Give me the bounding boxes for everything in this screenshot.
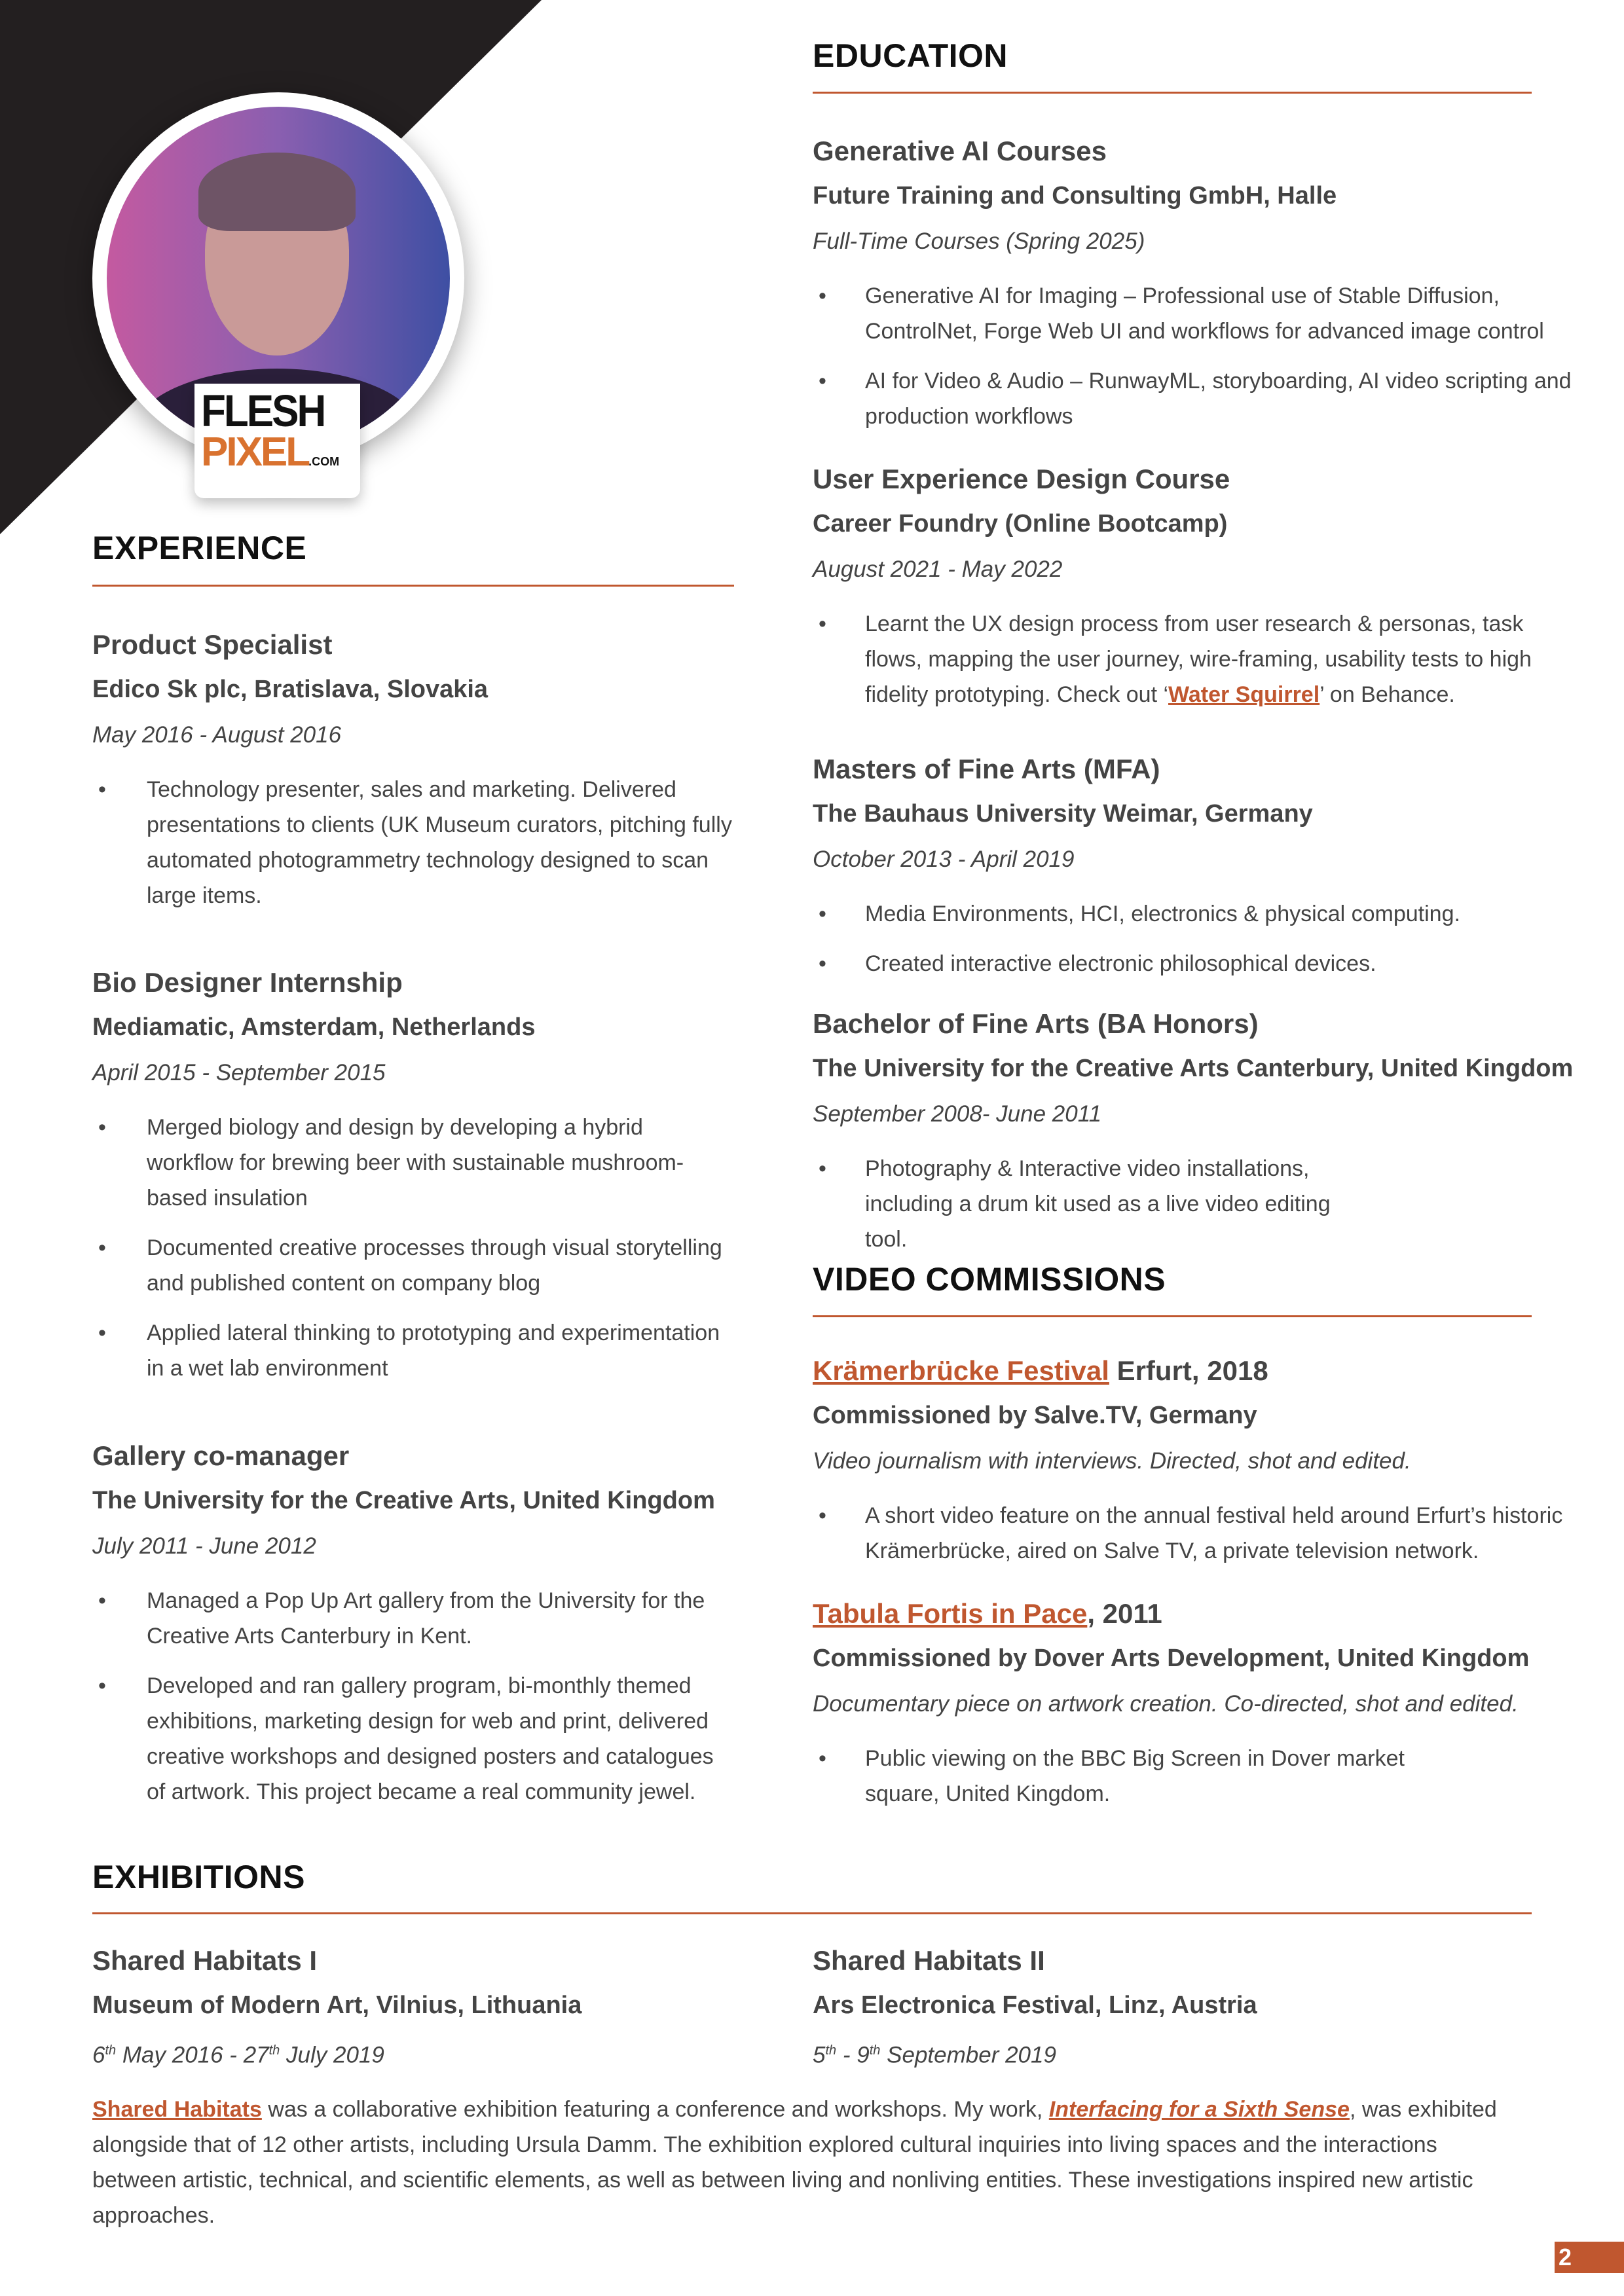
bullet-text: Generative AI for Imaging – Professional use of Stable Diffusion, ControlNet, Forge Web UI and workflows for advanced image control	[865, 283, 1544, 344]
course-date: August 2021 - May 2022	[813, 556, 1063, 582]
video-commissioner: Commissioned by Salve.TV, Germany	[813, 1402, 1257, 1429]
video-entry	[813, 1348, 1579, 1583]
course-institution: The University for the Creative Arts Canterbury, United Kingdom	[813, 1055, 1574, 1082]
course-date: October 2013 - April 2019	[813, 847, 1075, 872]
bullet-icon: •	[819, 283, 826, 308]
exhibitions-heading: EXHIBITIONS	[92, 1859, 305, 1895]
list-item	[813, 1498, 1579, 1569]
video-commissioner: Commissioned by Dover Arts Development, United Kingdom	[813, 1645, 1530, 1672]
list-item	[813, 606, 1553, 712]
job-organization: The University for the Creative Arts, United Kingdom	[92, 1487, 715, 1514]
fleshpixel-logo	[194, 384, 360, 498]
divider	[92, 585, 734, 587]
experience-heading: EXPERIENCE	[92, 530, 307, 566]
portrait-hair	[198, 153, 356, 231]
page-number: 2	[1555, 2242, 1624, 2273]
exhibition-description	[92, 2092, 1507, 2233]
bullet-icon: •	[819, 951, 826, 976]
paragraph-text: , was exhibited alongside that of 12 other artists, including Ursula Damm. The exhibition explored cultural inquiries into living spaces and the interactions between artistic, technical, and scientific elements, as well as between living and nonliving entities. These investigations inspired new artistic approaches.	[92, 2097, 1497, 2228]
water-squirrel-link[interactable]: Water Squirrel	[1168, 682, 1320, 707]
date-part: 6	[92, 2042, 105, 2068]
kramerbrucke-festival-link[interactable]: Krämerbrücke Festival	[813, 1355, 1109, 1386]
course-title: User Experience Design Course	[813, 464, 1230, 494]
course-date: September 2008- June 2011	[813, 1101, 1102, 1127]
education-entry	[813, 746, 1579, 996]
date-part: - 9	[836, 2042, 870, 2068]
tabula-fortis-link[interactable]: Tabula Fortis in Pace	[813, 1598, 1088, 1629]
bullet-icon: •	[98, 1588, 106, 1613]
divider	[813, 1315, 1532, 1317]
video-year: , 2011	[1087, 1598, 1162, 1629]
list-item	[92, 772, 734, 913]
bullet-icon: •	[98, 1673, 106, 1698]
bullet-icon: •	[98, 1321, 106, 1345]
list-item	[92, 1110, 734, 1216]
experience-entry	[92, 622, 734, 928]
logo-suffix: .COM	[308, 455, 340, 468]
bullet-text: Merged biology and design by developing a hybrid workflow for brewing beer with sustainable mushroom-based insulation	[147, 1115, 684, 1211]
list-item	[813, 363, 1579, 434]
job-date: May 2016 - August 2016	[92, 722, 342, 748]
video-commissions-heading: VIDEO COMMISSIONS	[813, 1261, 1166, 1298]
course-date: Full-Time Courses (Spring 2025)	[813, 228, 1145, 254]
date-suffix: th	[825, 2043, 837, 2058]
date-suffix: th	[869, 2043, 881, 2058]
interfacing-sixth-sense-link[interactable]: Interfacing for a Sixth Sense	[1048, 2097, 1350, 2122]
education-heading: EDUCATION	[813, 37, 1008, 74]
exhibition-title: Shared Habitats II	[813, 1945, 1045, 1976]
bullet-icon: •	[819, 902, 826, 926]
bullet-text: Applied lateral thinking to prototyping and experimentation in a wet lab environment	[147, 1321, 720, 1381]
list-item	[813, 896, 1579, 932]
course-title: Generative AI Courses	[813, 136, 1107, 166]
date-part: May 2016 - 27	[116, 2042, 269, 2068]
bullet-text: Public viewing on the BBC Big Screen in Dover market square, United Kingdom.	[865, 1746, 1405, 1806]
bullet-icon: •	[819, 611, 826, 636]
video-description: Video journalism with interviews. Directed, shot and edited.	[813, 1448, 1411, 1474]
date-part: 5	[813, 2042, 826, 2068]
paragraph-text: was a collaborative exhibition featuring a conference and workshops. My work,	[261, 2097, 1049, 2122]
exhibition-date	[92, 2028, 747, 2078]
course-title: Masters of Fine Arts (MFA)	[813, 754, 1160, 784]
date-suffix: th	[105, 2043, 117, 2058]
job-date: April 2015 - September 2015	[92, 1060, 386, 1085]
education-entry	[813, 456, 1553, 727]
profile-photo	[92, 92, 464, 498]
bullet-text: Media Environments, HCI, electronics & physical computing.	[865, 902, 1460, 926]
bullet-text: Created interactive electronic philosophical devices.	[865, 951, 1376, 976]
bullet-text: Technology presenter, sales and marketing. Delivered presentations to clients (UK Museum curators, pitching fully automated photogrammetry technology designed to scan large items.	[147, 777, 732, 908]
list-item	[92, 1315, 734, 1386]
bullet-icon: •	[819, 1746, 826, 1771]
video-location: Erfurt, 2018	[1109, 1355, 1268, 1386]
course-institution: The Bauhaus University Weimar, Germany	[813, 800, 1313, 828]
date-part: July 2019	[280, 2042, 384, 2068]
exhibition-venue: Ars Electronica Festival, Linz, Austria	[813, 1992, 1257, 2019]
bullet-icon: •	[819, 369, 826, 393]
education-entry	[813, 1001, 1618, 1271]
exhibition-date	[813, 2028, 1467, 2078]
bullet-icon: •	[98, 777, 106, 802]
job-title: Bio Designer Internship	[92, 967, 403, 998]
bullet-text: AI for Video & Audio – RunwayML, storyboarding, AI video scripting and production workflows	[865, 369, 1572, 429]
video-description: Documentary piece on artwork creation. Co-directed, shot and edited.	[813, 1691, 1519, 1717]
list-item	[813, 1151, 1376, 1257]
course-title: Bachelor of Fine Arts (BA Honors)	[813, 1008, 1259, 1039]
shared-habitats-link[interactable]: Shared Habitats	[92, 2097, 262, 2122]
divider	[813, 92, 1532, 94]
experience-entry	[92, 960, 734, 1400]
date-part: September 2019	[880, 2042, 1056, 2068]
job-title: Gallery co-manager	[92, 1440, 350, 1471]
bullet-icon: •	[98, 1115, 106, 1140]
logo-line1: FLESH	[201, 386, 325, 437]
list-item	[92, 1668, 734, 1810]
bullet-text: Documented creative processes through visual storytelling and published content on company blog	[147, 1235, 722, 1296]
bullet-text: A short video feature on the annual festival held around Erfurt’s historic Krämerbrücke, aired on Salve TV, a private television network.	[865, 1503, 1563, 1563]
job-organization: Mediamatic, Amsterdam, Netherlands	[92, 1013, 536, 1041]
divider	[92, 1912, 1532, 1914]
bullet-text: Managed a Pop Up Art gallery from the University for the Creative Arts Canterbury in Kent.	[147, 1588, 705, 1649]
date-suffix: th	[268, 2043, 280, 2058]
exhibition-title: Shared Habitats I	[92, 1945, 318, 1976]
exhibition-entry	[92, 1938, 747, 2078]
list-item	[813, 1741, 1467, 1812]
bullet-text: Learnt the UX design process from user research & personas, task flows, mapping the user journey, wire-framing, usability tests to high fidelity prototyping. Check out ‘	[865, 611, 1532, 707]
list-item	[92, 1230, 734, 1301]
bullet-icon: •	[98, 1235, 106, 1260]
job-title: Product Specialist	[92, 629, 333, 660]
list-item	[92, 1583, 734, 1654]
bullet-text: Developed and ran gallery program, bi-monthly themed exhibitions, marketing design for web and print, delivered creative workshops and designed posters and catalogues of artwork. This project became a real community jewel.	[147, 1673, 714, 1804]
experience-entry	[92, 1433, 734, 1824]
logo-line2: PIXEL	[201, 429, 309, 475]
bullet-icon: •	[819, 1156, 826, 1181]
job-organization: Edico Sk plc, Bratislava, Slovakia	[92, 676, 489, 703]
list-item	[813, 946, 1579, 981]
bullet-text: Photography & Interactive video installations, including a drum kit used as a live video editing tool.	[865, 1156, 1331, 1252]
exhibition-venue: Museum of Modern Art, Vilnius, Lithuania	[92, 1992, 582, 2019]
list-item	[813, 278, 1579, 349]
course-institution: Career Foundry (Online Bootcamp)	[813, 510, 1228, 538]
bullet-text: ’ on Behance.	[1320, 682, 1455, 707]
bullet-icon: •	[819, 1503, 826, 1528]
video-entry	[813, 1591, 1553, 1826]
exhibition-entry	[813, 1938, 1467, 2078]
job-date: July 2011 - June 2012	[92, 1533, 316, 1559]
education-entry	[813, 128, 1579, 448]
course-institution: Future Training and Consulting GmbH, Halle	[813, 182, 1337, 210]
